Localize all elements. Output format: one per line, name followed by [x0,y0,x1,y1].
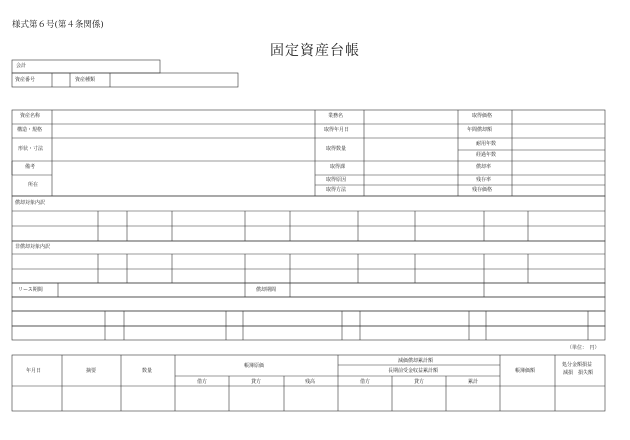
ledger-credit2-header: 貸方 [414,379,425,385]
acquisition-qty-label: 取得数量 [326,146,347,152]
ledger-quantity-header: 数量 [142,368,153,374]
lease-period-label: リース期間 [18,287,43,293]
asset-number-label: 資産番号 [15,77,36,83]
ledger-credit-header: 貸方 [251,379,262,385]
ledger-disposal-header-line2: 減損 損失額 [563,370,594,376]
residual-value-label: 残存価格 [472,187,493,193]
acquisition-method-label: 取得方法 [326,187,347,193]
acquisition-cause-label: 取得原因 [326,177,347,183]
ledger-accumulated-impairment-header: 減価償却累計額 [398,358,434,364]
asset-type-label: 資産種類 [75,77,96,83]
acquisition-date-label: 取得年月日 [324,127,350,133]
department-label: 業務名 [328,113,344,119]
ledger-cumulative-header: 累計 [468,379,479,385]
ledger-disposal-header: 処分金額損益 [562,362,593,368]
ledger-balance-header: 残高 [305,379,316,385]
ledger-summary-header: 摘要 [86,368,97,374]
asset-name-label: 資産名称 [20,113,41,119]
annual-depreciation-label: 年間償却額 [467,127,493,133]
residual-rate-label: 残存率 [476,177,492,183]
form-number: 様式第６号(第４条関係) [12,20,104,30]
non-depreciable-section-label: 非償却対象内訳 [15,244,51,250]
ledger-date-header: 年月日 [26,368,42,374]
acquisition-class-label: 取得課 [330,164,346,170]
depreciable-section-label: 償却対象内訳 [15,200,46,206]
structure-label: 構造・規格 [17,127,43,133]
ledger-debit2-header: 借方 [360,379,371,385]
remarks-label: 備考 [25,164,36,170]
ledger-long-term-subsidy-header: 長期前受金収益累計額 [388,368,439,374]
ledger-book-cost-header: 帳簿原価 [244,363,265,369]
acquisition-price-label: 取得価格 [472,113,493,119]
unit-label: （単位： 円） [567,345,600,351]
shape-size-label: 形状・寸法 [18,146,44,152]
company-label: 会計 [16,63,27,69]
depreciation-period-label: 償却期間 [256,287,277,293]
ledger-debit-header: 借方 [197,379,208,385]
elapsed-years-label: 経過年数 [476,152,497,158]
location-label: 所在 [28,182,39,188]
ledger-book-value-header: 帳簿価額 [515,368,536,374]
depreciation-rate-label: 償却率 [476,164,492,170]
page-title: 固定資産台帳 [270,43,360,59]
useful-life-label: 耐用年数 [476,141,497,147]
